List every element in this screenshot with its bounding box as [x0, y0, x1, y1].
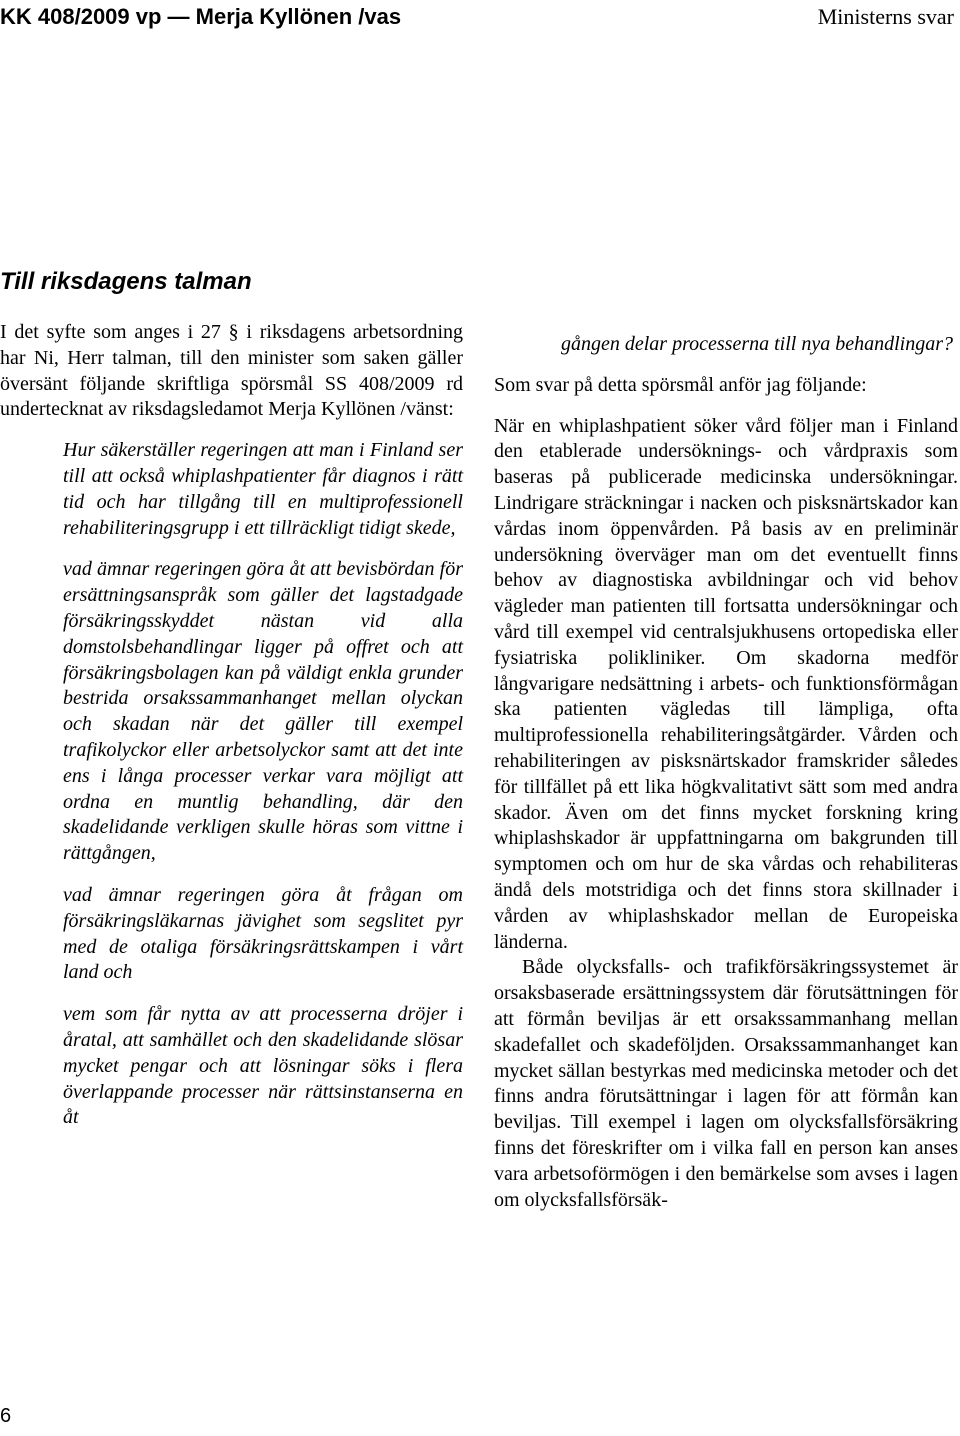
running-header-title: KK 408/2009 vp — Merja Kyllönen /vas	[0, 4, 402, 29]
answer-paragraph-1: När en whiplashpatient söker vård följer man i Finland den etablerade undersöknings- och vårdpraxis som baseras på publicerade medicinska undersökningar. Lindrigare sträckningar i nacken och pisksnärtskador kan vårdas inom öppenvården. På basis av en preliminär undersökning överväger man om det eventuellt finns behov av diagnostiska avbildningar och vid behov vägleder man patienten till fortsatta undersökningar och vård till exempel vid centralsjukhusens ortopediska eller fysiatriska polikliniker. Om skadorna medför långvarigare nedsättning i arbets- och funktionsförmågan ska patienten vägledas till lämpliga, ofta multiprofessionella rehabiliteringsåtgärder. Vården och rehabiliteringen av pisksnärtskador framskrider således för tillfället på ett lika högkvalitativt sätt som med andra skador. Även om det finns mycket forskning kring whiplashskador är uppfattningarna om bakgrunden till symptomen och om hur de ska vårdas och rehabiliteras ändå dels motstridiga och det finns stora skillnader i vården av whiplashskador mellan de Europeiska länderna.	[494, 414, 958, 953]
answer-paragraph-2: Både olycksfalls- och trafikförsäkringssystemet är orsaksbaserade ersättningssystem där förutsättningen för att förmån beviljas är ett orsakssammanhang mellan skadefallet och skadeföljden. Orsakssammanhanget kan mycket sällan bestyrkas med medicinska metoder och det finns andra förutsättningar i lagen för att förmån kan beviljas. Till exempel i lagen om olycksfallsförsäkring finns det föreskrifter om i vilka fall en person kan anses vara arbetsoförmögen i den bemärkelse som avses i lagen om olycksfallsförsäk-	[494, 956, 958, 1211]
left-column	[0, 320, 463, 1131]
question-3: vad ämnar regeringen göra åt frågan om försäkringsläkarnas jävighet som segslitet pyr med de otaliga försäkringsrättskampen i vårt land och	[63, 883, 463, 984]
question-4: vem som får nytta av att processerna dröjer i åratal, att samhället och den skadelidande slösar mycket pengar och att lösningar söks i flera överlappande processer när rättsinstanserna en åt	[63, 1003, 463, 1129]
right-column	[494, 332, 958, 1213]
question-4-continued: gången delar processerna till nya behandlingar?	[561, 333, 953, 355]
question-1: Hur säkerställer regeringen att man i Finland ser till att också whiplashpatienter får diagnos i rätt tid och har tillgång till en multiprofessionell rehabiliteringsgrupp i ett tillräckligt tidigt skede,	[63, 439, 463, 539]
question-2: vad ämnar regeringen göra åt att bevisbördan för ersättningsanspråk som gäller det lagstadgade försäkringsskyddet nästan vid alla domstolsbehandlingar ligger på offret och att försäkringsbolagen kan på väldigt enkla grunder bestrida orsakssammanhanget mellan olyckan och skadan när det gäller till exempel trafikolyckor eller arbetsolyckor samt att det inte ens i långa processer verkar vara möjligt att ordna en muntlig behandling, där den skadelidande verkligen skulle höras som vittne i rättgången,	[63, 558, 463, 865]
answer-intro: Som svar på detta spörsmål anför jag följande:	[494, 373, 867, 396]
running-header-section: Ministerns svar	[817, 4, 954, 29]
intro-paragraph: I det syfte som anges i 27 § i riksdagens arbetsordning har Ni, Herr talman, till den minister som saken gäller översänt följande skriftliga spörsmål SS 408/2009 rd undertecknat av riksdagsledamot Merja Kyllönen /vänst:	[0, 321, 463, 421]
document-title: Till riksdagens talman	[0, 268, 252, 295]
page-number: 6	[0, 1405, 12, 1427]
